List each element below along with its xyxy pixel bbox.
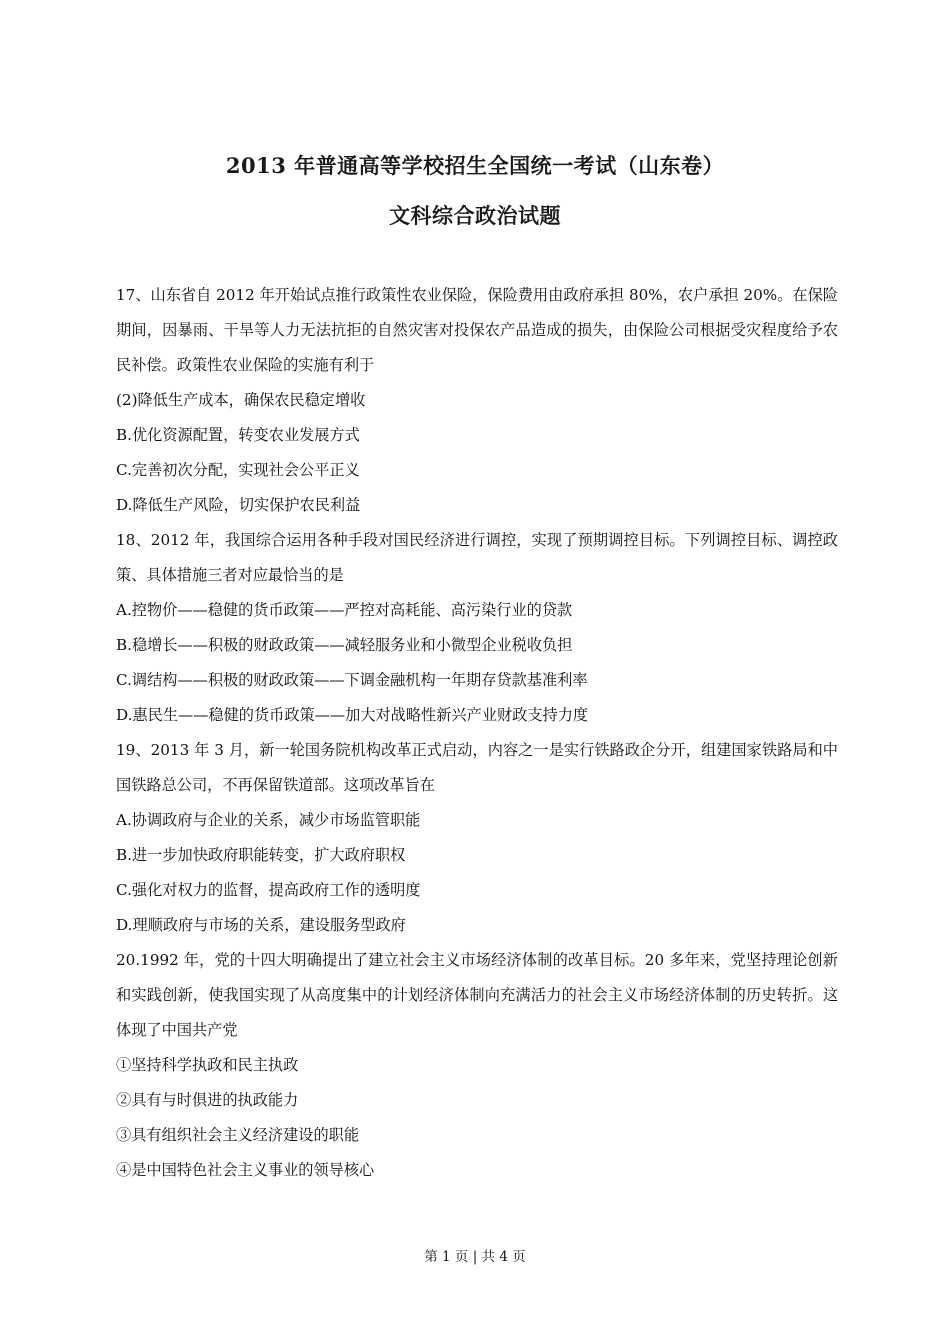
- question-17-option: (2)降低生产成本，确保农民稳定增收: [116, 391, 366, 409]
- question-18-option: B.稳增长——积极的财政政策——减轻服务业和小微型企业税收负担: [116, 636, 573, 654]
- question-17-option: C.完善初次分配，实现社会公平正义: [116, 461, 360, 479]
- exam-subtitle: 文科综合政治试题: [389, 203, 561, 228]
- page-footer: 第 1 页 | 共 4 页: [424, 1249, 526, 1265]
- question-18-stem: 18、2012 年，我国综合运用各种手段对国民经济进行调控，实现了预期调控目标。下列调控目标、调控政策、具体措施三者对应最恰当的是: [116, 531, 838, 584]
- question-17-option: B.优化资源配置，转变农业发展方式: [116, 426, 360, 444]
- question-20-option: ③具有组织社会主义经济建设的职能: [116, 1126, 359, 1144]
- question-18-option: A.控物价——稳健的货币政策——严控对高耗能、高污染行业的贷款: [116, 601, 573, 619]
- question-18-option: C.调结构——积极的财政政策——下调金融机构一年期存贷款基准利率: [116, 671, 588, 689]
- question-20-option: ②具有与时俱进的执政能力: [116, 1091, 299, 1109]
- question-list: [116, 278, 838, 1188]
- question-17-stem: 17、山东省自 2012 年开始试点推行政策性农业保险，保险费用由政府承担 80%，农户承担 20%。在保险期间，因暴雨、干旱等人力无法抗拒的自然灾害对投保农产品造成的损失，由保险公司根据受灾程度给予农民补偿。政策性农业保险的实施有利于: [116, 286, 838, 374]
- question-18-option: D.惠民生——稳健的货币政策——加大对战略性新兴产业财政支持力度: [116, 706, 589, 724]
- exam-title: 2013 年普通高等学校招生全国统一考试（山东卷）: [225, 153, 725, 178]
- question-19-stem: 19、2013 年 3 月，新一轮国务院机构改革正式启动，内容之一是实行铁路政企分开，组建国家铁路局和中国铁路总公司，不再保留铁道部。这项改革旨在: [116, 741, 838, 794]
- question-20-stem: 20.1992 年，党的十四大明确提出了建立社会主义市场经济体制的改革目标。20 多年来，党坚持理论创新和实践创新，使我国实现了从高度集中的计划经济体制向充满活力的社会主义市场经济体制的历史转折。这体现了中国共产党: [116, 951, 838, 1039]
- question-20-option: ①坚持科学执政和民主执政: [116, 1056, 299, 1074]
- question-17-option: D.降低生产风险，切实保护农民利益: [116, 496, 361, 514]
- question-19-option: A.协调政府与企业的关系，减少市场监管职能: [116, 811, 421, 829]
- question-20-option: ④是中国特色社会主义事业的领导核心: [116, 1161, 375, 1179]
- question-19-option: D.理顺政府与市场的关系，建设服务型政府: [116, 916, 406, 934]
- question-19-option: C.强化对权力的监督，提高政府工作的透明度: [116, 881, 421, 899]
- question-19-option: B.进一步加快政府职能转变，扩大政府职权: [116, 846, 406, 864]
